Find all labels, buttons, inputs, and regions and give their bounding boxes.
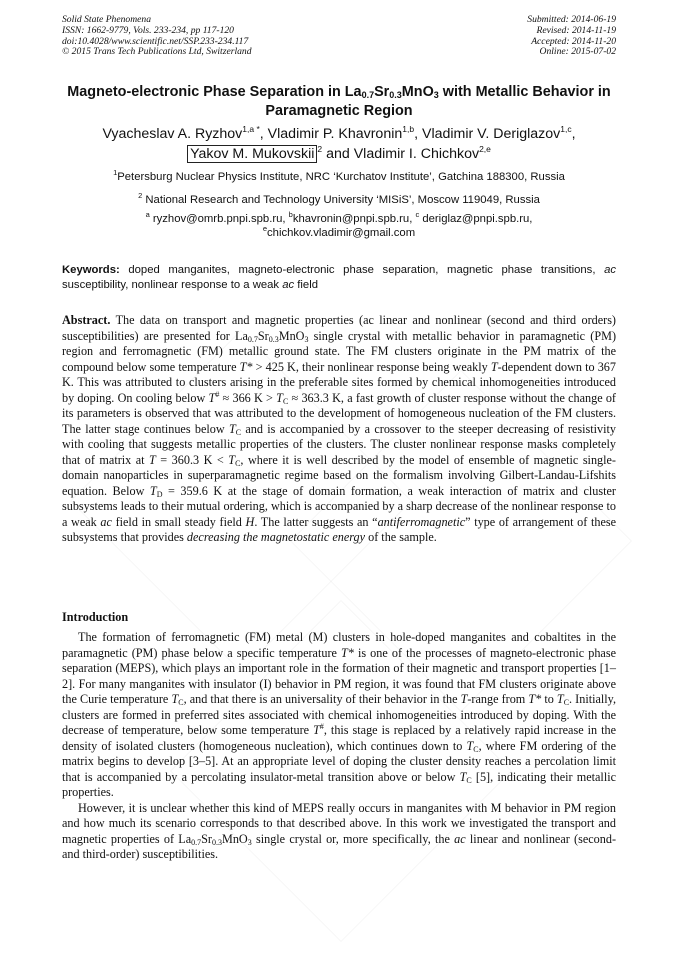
- body-subscript: 3: [247, 837, 252, 847]
- copyright-line: © 2015 Trans Tech Publications Ltd, Switzerland: [62, 46, 252, 58]
- abstract-subscript: C: [282, 396, 289, 406]
- abstract-text: , where it is well described by the model of ensemble of magnetic single-domain nanoparticles in superparamagnetic regime based on the formalism involving Gilbert-Landau-Lifshits equation. Below: [62, 452, 616, 498]
- email-address[interactable]: chichkov.vladimir@gmail.com: [267, 227, 416, 239]
- body-text: is one of the processes of magneto-electronic phase separation (MEPS), which plays an important role in the formation of their magnetic and transport properties [1–2]. For many manganites with insulator (I) behavior in PM region, it was found that FM clusters originate above the Curie temperature: [62, 645, 616, 706]
- abstract-text: ≈ 363.3 K, a fast growth of cluster response without the change of its parameters is observed that was attributed to the development of homogeneous nucleation of the FM clusters. The latter stage continues below: [62, 390, 616, 436]
- abstract-italic: T: [208, 390, 216, 405]
- abstract-text: > 425 K, their nonlinear response being weakly: [252, 359, 491, 374]
- email-address[interactable]: khavronin@pnpi.spb.ru,: [292, 213, 416, 225]
- author-affiliation-marker: 1,a *: [242, 124, 260, 134]
- abstract-italic: T: [228, 421, 236, 436]
- title-text: MnO: [401, 84, 434, 100]
- issn-line: ISSN: 1662-9779, Vols. 233-234, pp 117-120: [62, 24, 234, 36]
- body-text: to: [541, 692, 557, 706]
- keywords-label: Keywords:: [62, 264, 120, 276]
- body-text: [5], indicating their metallic properties.: [62, 769, 616, 799]
- affiliation-1: [62, 170, 616, 184]
- title-subscript: 0.3: [389, 90, 402, 100]
- abstract-subscript: C: [235, 458, 241, 468]
- paragraph: [62, 630, 616, 801]
- body-text: However, it is unclear whether this kind of MEPS really occurs in manganites with M behavior in PM region and how much its scenario corresponds to that described above. In this work we investigated the transport and magnetic properties of La: [62, 800, 616, 846]
- abstract-subscript: 0.3: [268, 334, 279, 344]
- author-name: Vladimir I. Chichkov: [353, 146, 480, 162]
- body-italic: T: [459, 769, 467, 784]
- body-italic: T: [466, 738, 474, 753]
- abstract-label: Abstract.: [62, 313, 111, 327]
- abstract-italic: H: [245, 514, 255, 529]
- abstract-text: = 359.6 K at the stage of domain formation, a weak interaction of matrix and cluster subsystems leads to their mutual ordering, which is accompanied by a sharp decrease of the nonlinear response to a weak: [62, 483, 616, 529]
- title-text: with Metallic Behavior in Paramagnetic Region: [265, 84, 611, 119]
- keywords-text: ac: [604, 264, 616, 276]
- abstract-text: Sr: [257, 328, 269, 343]
- abstract-italic: decreasing the magnetostatic energy: [186, 530, 366, 544]
- abstract-text: -dependent down to 367 K. This was attributed to clusters arising in the preferable sites formed by chemical inhomogeneities introduced by doping. On cooling below: [62, 359, 616, 405]
- abstract-italic: T: [276, 390, 283, 405]
- abstract-italic: T: [149, 452, 156, 467]
- affiliation-text: Petersburg Nuclear Physics Institute, NRC ‘Kurchatov Institute’, Gatchina 188300, Russia: [117, 171, 565, 183]
- author-list: [62, 124, 616, 164]
- body-subscript: 0.3: [212, 837, 222, 847]
- affiliation-2: [62, 193, 616, 207]
- online-date: Online: 2015-07-02: [539, 46, 616, 58]
- revised-date: Revised: 2014-11-19: [536, 24, 616, 36]
- accepted-date: Accepted: 2014-11-20: [531, 35, 616, 47]
- body-text: -range from: [467, 692, 529, 706]
- author-affiliation-marker: 1,c: [560, 124, 572, 134]
- author-name: Vladimir V. Deriglazov: [421, 126, 561, 142]
- email-marker: b: [288, 210, 293, 219]
- paragraph: [62, 801, 616, 863]
- abstract-italic: T: [228, 452, 236, 467]
- body-text: , this stage is replaced by a relatively rapid increase in the density of isolated clusters (homogeneous nucleation), which continues down to: [62, 723, 616, 753]
- abstract-text: field in small steady field: [111, 514, 246, 529]
- abstract-text: ” type of arrangement of these subsystems that provides: [62, 514, 617, 544]
- keywords-text: ac: [282, 279, 295, 291]
- body-text: Sr: [201, 831, 212, 846]
- keywords-text: doped manganites, magneto-electronic phase separation, magnetic phase transitions,: [119, 264, 605, 276]
- abstract-subscript: 3: [304, 334, 309, 344]
- abstract-text: = 360.3 K <: [155, 452, 229, 467]
- abstract-text: MnO: [278, 328, 305, 343]
- body-subscript: 0.7: [191, 837, 202, 847]
- abstract-text: of the sample.: [365, 530, 437, 544]
- introduction-body: [62, 630, 616, 863]
- body-subscript: C: [466, 775, 472, 785]
- author-separator: and: [322, 146, 354, 162]
- body-italic: T: [556, 692, 564, 706]
- keywords-text: susceptibility, nonlinear response to a weak: [62, 279, 283, 291]
- abstract-text: single crystal with metallic behavior in paramagnetic (PM) region and ferromagnetic (FM) metallic ground state. The FM clusters originate in the PM matrix of the compound below some temperature: [62, 328, 617, 374]
- abstract-italic: antiferromagnetic: [377, 514, 466, 529]
- author-name: Vyacheslav A. Ryzhov: [102, 126, 243, 142]
- submitted-date: Submitted: 2014-06-19: [527, 14, 616, 25]
- abstract-text: . The latter suggests an “: [254, 514, 378, 529]
- body-text: The formation of ferromagnetic (FM) metal (M) clusters in hole-doped manganites and cobaltites in the paramagnetic (PM) phase below a specific temperature: [62, 630, 616, 660]
- body-italic: T: [460, 692, 468, 706]
- author-separator: ,: [414, 126, 422, 142]
- publication-info: [62, 15, 252, 58]
- author-name-highlighted: Yakov M. Mukovskii: [187, 145, 317, 163]
- author-affiliation-marker: 1,b: [402, 124, 415, 134]
- title-subscript: 3: [433, 90, 439, 100]
- abstract-italic: T: [149, 483, 157, 498]
- body-subscript: C: [473, 744, 479, 754]
- body-text: MnO: [222, 831, 248, 846]
- journal-name: Solid State Phenomena: [62, 14, 151, 25]
- doi-line: doi:10.4028/www.scientific.net/SSP.233-234.117: [62, 35, 249, 47]
- affiliation-marker: 1: [113, 168, 118, 177]
- body-superscript: #: [319, 722, 324, 731]
- body-text: single crystal or, more specifically, the: [251, 831, 455, 846]
- body-italic: T*: [528, 692, 542, 706]
- section-heading-introduction: Introduction: [62, 610, 129, 624]
- author-separator: ,: [571, 126, 576, 142]
- body-text: , where FM ordering of the matrix begins to develop [3–5]. At an appropriate level of doping the cluster density reaches a percolation limit that is accompanied by a percolating insulator-metal transition above or below: [62, 738, 616, 784]
- email-address[interactable]: deriglaz@pnpi.spb.ru,: [419, 213, 533, 225]
- body-text: , and that there is an universality of their behavior in the: [183, 692, 461, 706]
- abstract-italic: T*: [239, 359, 253, 374]
- body-italic: ac: [454, 831, 466, 846]
- email-list: [62, 212, 616, 240]
- author-name: Vladimir P. Khavronin: [267, 126, 403, 142]
- email-marker: c: [415, 210, 420, 219]
- keywords: [62, 263, 616, 293]
- body-text: . Initially, clusters are formed in preferred sites associated with chemical inhomogeneities introduced by doping. With the decrease of temperature, below some temperature: [62, 692, 617, 737]
- paper-title: [62, 83, 616, 121]
- title-text: Sr: [374, 84, 390, 100]
- email-marker: e: [262, 224, 268, 233]
- author-separator: ,: [259, 126, 268, 142]
- author-affiliation-marker: 2: [317, 144, 323, 154]
- abstract-text: ≈ 366 K >: [219, 390, 277, 405]
- body-subscript: C: [178, 698, 184, 707]
- email-address[interactable]: ryzhov@omrb.pnpi.spb.ru,: [149, 213, 289, 225]
- affiliation-marker: 2: [138, 191, 143, 200]
- affiliation-text: National Research and Technology University ‘MISiS’, Moscow 119049, Russia: [142, 194, 540, 206]
- abstract-subscript: C: [235, 427, 242, 437]
- abstract-italic: T: [490, 359, 498, 374]
- abstract-subscript: 0.7: [247, 334, 258, 344]
- body-italic: T*: [341, 645, 354, 660]
- body-subscript: C: [563, 698, 570, 707]
- email-marker: a: [145, 210, 150, 219]
- abstract-superscript: #: [215, 389, 220, 399]
- body-text: linear and nonlinear (second- and third-order) susceptibilities.: [62, 831, 616, 861]
- title-text: Magneto-electronic Phase Separation in La: [67, 84, 362, 100]
- abstract-text: and is accompanied by a crossover to the steeper decreasing of resistivity with cooling that suggests metallic properties of the clusters. The cluster nonlinear response masks completely that of matrix at: [62, 421, 616, 467]
- title-subscript: 0.7: [361, 90, 375, 100]
- abstract-text: The data on transport and magnetic properties (ac linear and nonlinear (second and third orders) susceptibilities) are presented for La: [62, 313, 616, 343]
- abstract-subscript: D: [156, 489, 163, 499]
- abstract: [62, 313, 616, 546]
- publication-dates: [527, 15, 616, 58]
- author-affiliation-marker: 2,e: [479, 144, 491, 154]
- abstract-italic: ac: [100, 514, 112, 529]
- body-italic: T: [171, 692, 179, 706]
- keywords-text: field: [294, 279, 319, 291]
- body-italic: T: [313, 723, 320, 737]
